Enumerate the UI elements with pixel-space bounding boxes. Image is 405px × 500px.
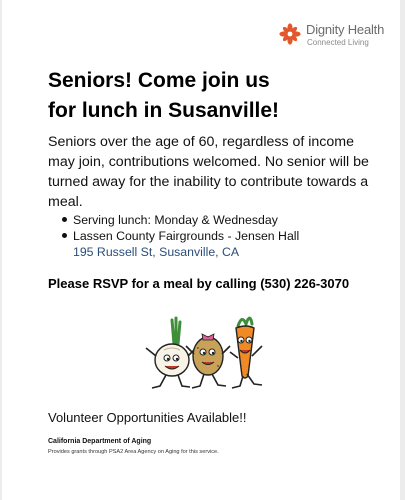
venue-address: 195 Russell St, Susanville, CA [73,245,240,259]
list-item [62,212,382,228]
bullet-icon [62,233,67,238]
list-item [62,228,382,244]
details-list [62,212,382,260]
intro-paragraph: Seniors over the age of 60, regardless of income may join, contributions welcomed. No senior will be turned away for the inability to contribute towards a meal. [48,134,369,210]
serving-days: Serving lunch: Monday & Wednesday [73,213,278,227]
footer-organization: California Department of Aging [48,438,152,445]
logo-tagline: Connected Living [307,38,369,47]
title-line-1: Seniors! Come join us [48,69,270,92]
dignity-health-flower-icon [278,22,302,46]
dancing-vegetables-illustration [134,310,274,392]
volunteer-callout: Volunteer Opportunities Available!! [48,410,247,425]
title-line-2: for lunch in Susanville! [48,99,280,122]
logo-name: Dignity Health [306,22,385,37]
footer-note: Provides grants through PSA2 Area Agency on Aging for this service. [48,449,219,455]
carrot-character-icon [230,318,262,388]
flyer-page [2,0,400,500]
venue-name: Lassen County Fairgrounds - Jensen Hall [73,229,300,243]
onion-character-icon [146,318,196,388]
page-title [48,66,378,126]
potato-character-icon [186,334,230,388]
rsvp-text: Please RSVP for a meal by calling (530) 226-3070 [48,276,350,291]
bullet-icon [62,217,67,222]
